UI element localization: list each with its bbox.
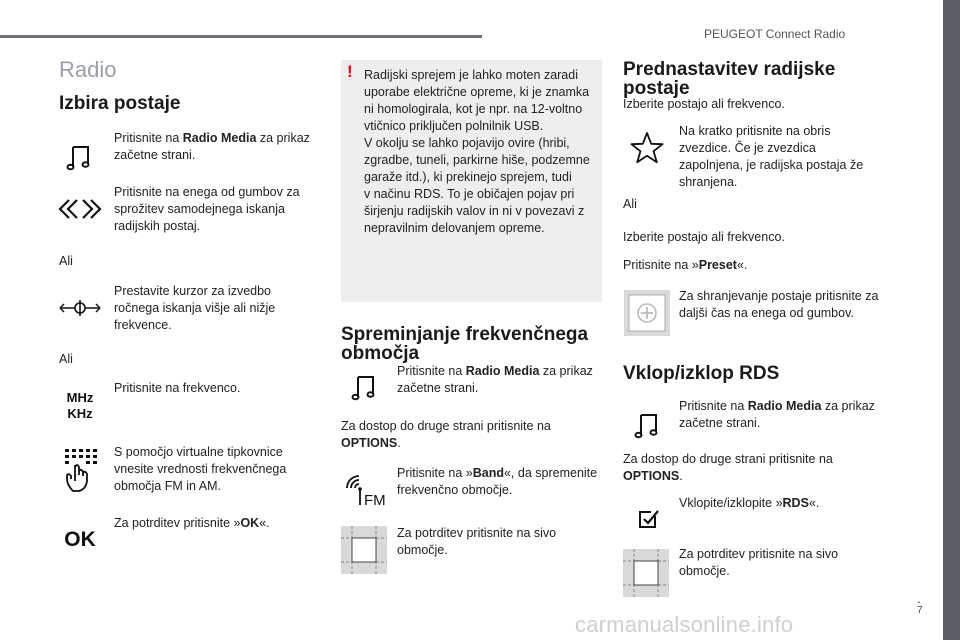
section-heading-station: Izbira postaje bbox=[59, 93, 181, 114]
step-confirm-grey: Za potrditev pritisnite na sivo območje. bbox=[397, 526, 557, 557]
section-heading-preset: Prednastavitev radijske postaje bbox=[623, 59, 836, 99]
section-heading-rds: Vklop/izklop RDS bbox=[623, 363, 780, 384]
or-text-2: Ali bbox=[59, 352, 73, 366]
warning-icon: ! bbox=[347, 62, 353, 81]
options-instruction: Za dostop do druge strani pritisnite na OPTIONS. bbox=[341, 419, 551, 450]
watermark: carmanualsonline.info bbox=[575, 612, 794, 637]
grey-area-icon bbox=[623, 549, 669, 597]
step-save-preset: Za shranjevanje postaje pritisnite za daljši čas na enega od gumbov. bbox=[679, 289, 879, 320]
step-preset: Pritisnite na »Preset«. bbox=[623, 258, 748, 272]
fm-label: FM bbox=[364, 492, 386, 508]
header-title: PEUGEOT Connect Radio bbox=[704, 27, 846, 41]
step-ok: Za potrditev pritisnite »OK«. bbox=[114, 516, 270, 530]
music-note-icon bbox=[630, 408, 664, 442]
step-confirm-grey-2: Za potrditev pritisnite na sivo območje. bbox=[679, 547, 839, 578]
preset-intro-2: Izberite postajo ali frekvenco. bbox=[623, 230, 785, 244]
or-text-3: Ali bbox=[623, 197, 637, 211]
step-radio-media-2: Pritisnite na Radio Media za prikaz začetne strani. bbox=[397, 364, 593, 395]
mhz-khz-icon: MHz KHz bbox=[66, 390, 94, 421]
checkbox-checked-icon bbox=[636, 507, 662, 531]
warning-text: Radijski sprejem je lahko moten zaradi uporabe električne opreme, ki je znamka ni homologirala, kot je npr. na 12-voltno vtičnico priključen polnilnik USB. V okolju se lahko pojavijo ovire (hribi, zgradbe, tuneli, parkirne hiše, podzemne garaže itd.), ki prekinejo sprejem, tudi v načinu RDS. To je običajen pojav pri širjenju radijskih valov in ni v povezavi z nepravilnim delovanjem opreme. bbox=[364, 68, 590, 235]
slider-cursor-icon bbox=[56, 298, 104, 318]
step-seek: Pritisnite na enega od gumbov za sprožitev samodejnega iskanja radijskih postaj. bbox=[114, 185, 300, 233]
step-rds-toggle: Vklopite/izklopite »RDS«. bbox=[679, 496, 820, 510]
music-note-icon bbox=[62, 140, 96, 174]
ok-icon: OK bbox=[64, 528, 96, 551]
music-note-icon bbox=[347, 370, 381, 404]
keypad-touch-icon bbox=[60, 444, 100, 494]
header-rule bbox=[0, 35, 482, 38]
section-heading-band: Spreminjanje frekvenčnega območja bbox=[341, 324, 589, 364]
step-virtual-keyboard: S pomočjo virtualne tipkovnice vnesite vrednosti frekvenčnega območja FM in AM. bbox=[114, 445, 287, 493]
grey-area-icon bbox=[341, 526, 387, 574]
fm-band-icon bbox=[343, 472, 387, 508]
preset-intro: Izberite postajo ali frekvenco. bbox=[623, 97, 785, 111]
step-radio-media: Pritisnite na Radio Media za prikaz začetne strani. bbox=[114, 131, 310, 162]
page-title: Radio bbox=[59, 57, 117, 82]
seek-arrows-icon bbox=[56, 194, 104, 224]
page-dot: . bbox=[917, 590, 921, 606]
star-outline-icon bbox=[628, 130, 666, 166]
step-star: Na kratko pritisnite na obris zvezdice. Če je zvezdica zapolnjena, je radijska postaja že shranjena. bbox=[679, 124, 864, 189]
step-radio-media-3: Pritisnite na Radio Media za prikaz začetne strani. bbox=[679, 399, 875, 430]
page-number: 7 bbox=[917, 605, 923, 616]
step-manual-tune: Prestavite kurzor za izvedbo ročnega iskanja višje ali nižje frekvence. bbox=[114, 284, 276, 332]
side-bar bbox=[943, 0, 960, 640]
add-preset-icon bbox=[624, 290, 670, 336]
or-text: Ali bbox=[59, 254, 73, 268]
step-frequency: Pritisnite na frekvenco. bbox=[114, 381, 241, 395]
options-instruction-2: Za dostop do druge strani pritisnite na OPTIONS. bbox=[623, 452, 833, 483]
step-band: Pritisnite na »Band«, da spremenite frekvenčno območje. bbox=[397, 466, 598, 497]
